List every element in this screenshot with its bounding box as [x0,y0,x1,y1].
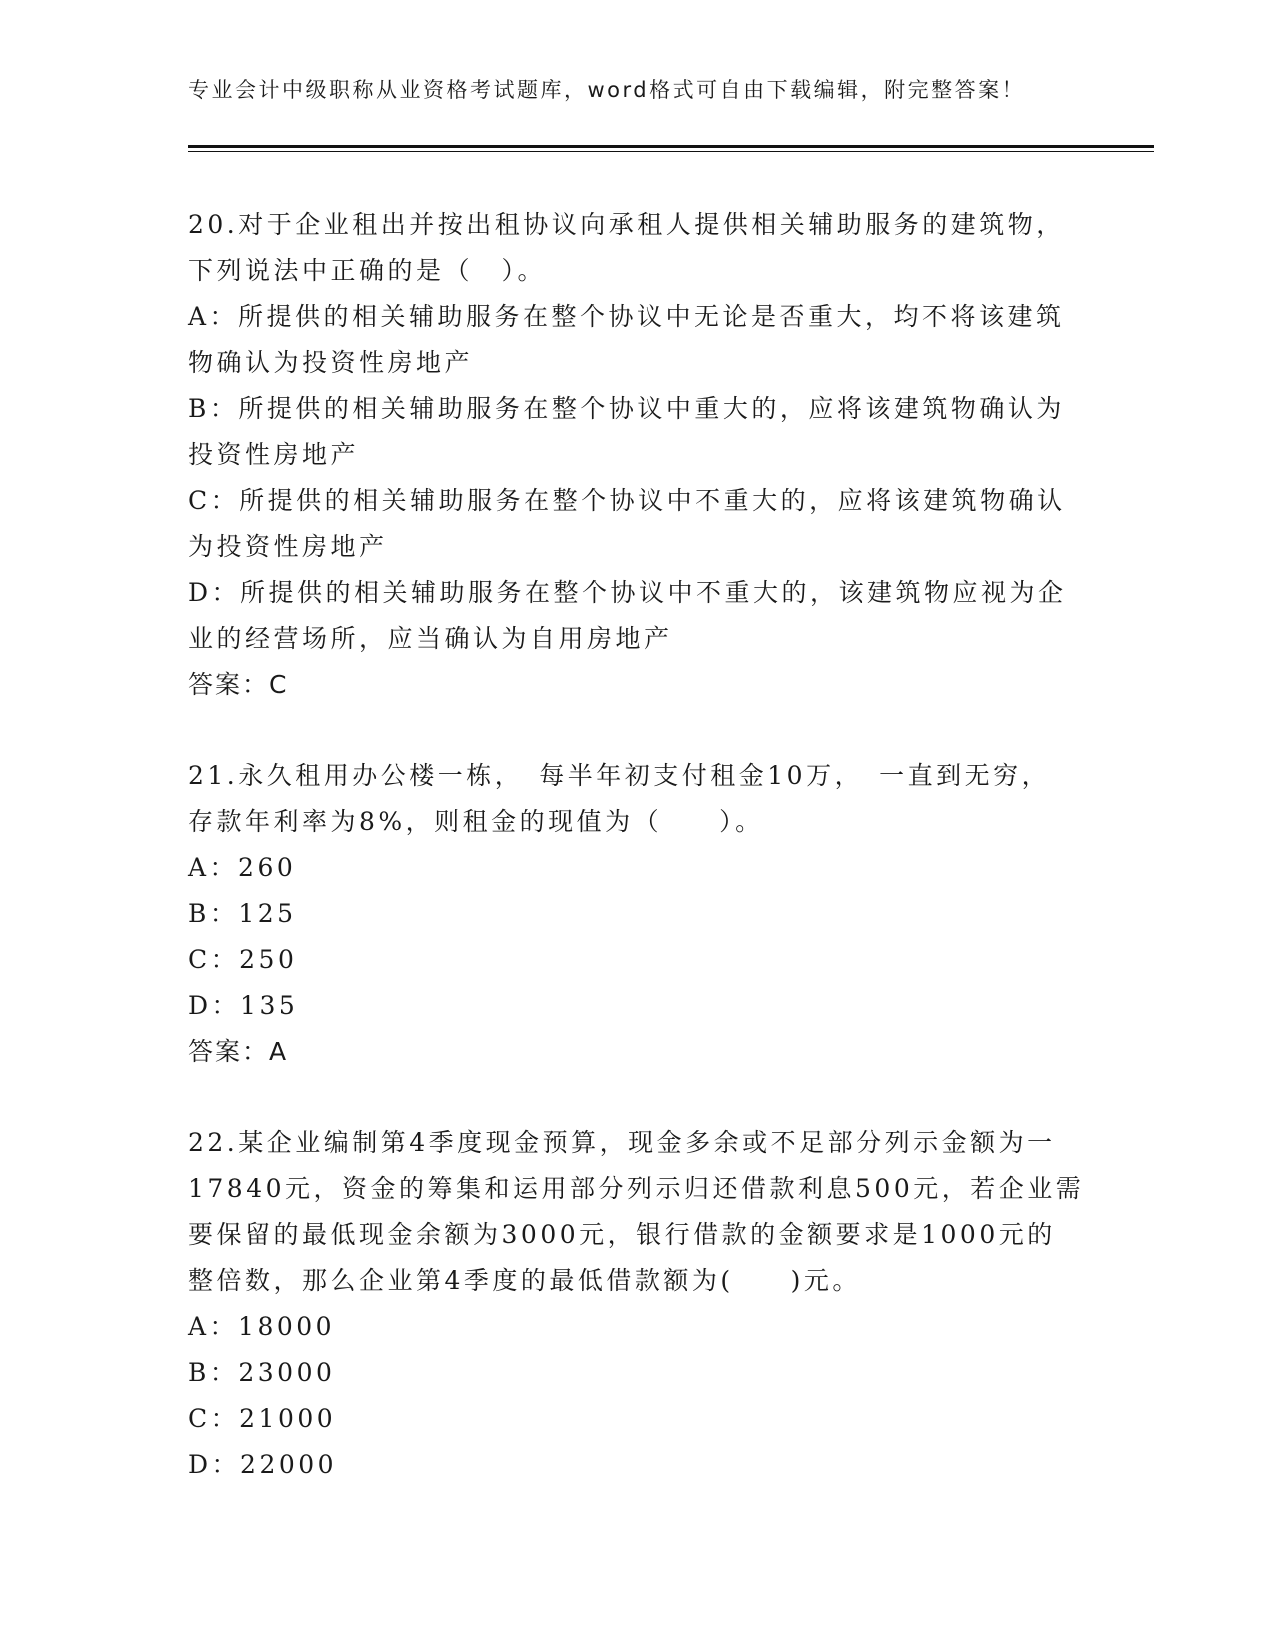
question-stem-line: 21.永久租用办公楼一栋， 每半年初支付租金10万， 一直到无穷， [188,761,1051,790]
answer-label: 答案：A [188,1037,289,1066]
option-a-line: 物确认为投资性房地产 [188,348,474,377]
question-stem-line: 17840元，资金的筹集和运用部分列示归还借款利息500元，若企业需 [188,1174,1085,1203]
question-20 [188,202,1088,708]
option-b: B：23000 [188,1358,336,1387]
question-list [188,202,1088,1488]
option-b: B：125 [188,899,297,928]
option-c: C：21000 [188,1404,337,1433]
option-c-line: C：所提供的相关辅助服务在整个协议中不重大的，应将该建筑物确认 [188,486,1066,515]
question-stem-line: 20.对于企业租出并按出租协议向承租人提供相关辅助服务的建筑物， [188,210,1065,239]
page-header: 专业会计中级职称从业资格考试题库，word格式可自由下载编辑，附完整答案！ [188,78,1026,102]
question-stem-line: 存款年利率为8%，则租金的现值为（ ）。 [188,807,764,836]
option-a: A：260 [188,853,297,882]
question-21 [188,753,1088,1075]
option-d-line: 业的经营场所，应当确认为自用房地产 [188,624,673,653]
question-stem-line: 22.某企业编制第4季度现金预算，现金多余或不足部分列示金额为一 [188,1128,1056,1157]
option-a-line: A：所提供的相关辅助服务在整个协议中无论是否重大，均不将该建筑 [188,302,1065,331]
option-b-line: 投资性房地产 [188,440,360,469]
option-d: D：22000 [188,1450,338,1479]
option-d: D：135 [188,991,299,1020]
header-rule-thin [188,151,1154,152]
option-b-line: B：所提供的相关辅助服务在整个协议中重大的，应将该建筑物确认为 [188,394,1065,423]
option-c-line: 为投资性房地产 [188,532,388,561]
option-d-line: D：所提供的相关辅助服务在整个协议中不重大的，该建筑物应视为企 [188,578,1067,607]
header-rule-thick [188,145,1154,148]
option-c: C：250 [188,945,298,974]
answer-label: 答案：C [188,670,289,699]
question-stem-line: 下列说法中正确的是（ ）。 [188,256,547,285]
question-22 [188,1120,1088,1488]
question-stem-line: 整倍数，那么企业第4季度的最低借款额为( )元。 [188,1266,861,1295]
option-a: A：18000 [188,1312,336,1341]
question-stem-line: 要保留的最低现金余额为3000元，银行借款的金额要求是1000元的 [188,1220,1056,1249]
